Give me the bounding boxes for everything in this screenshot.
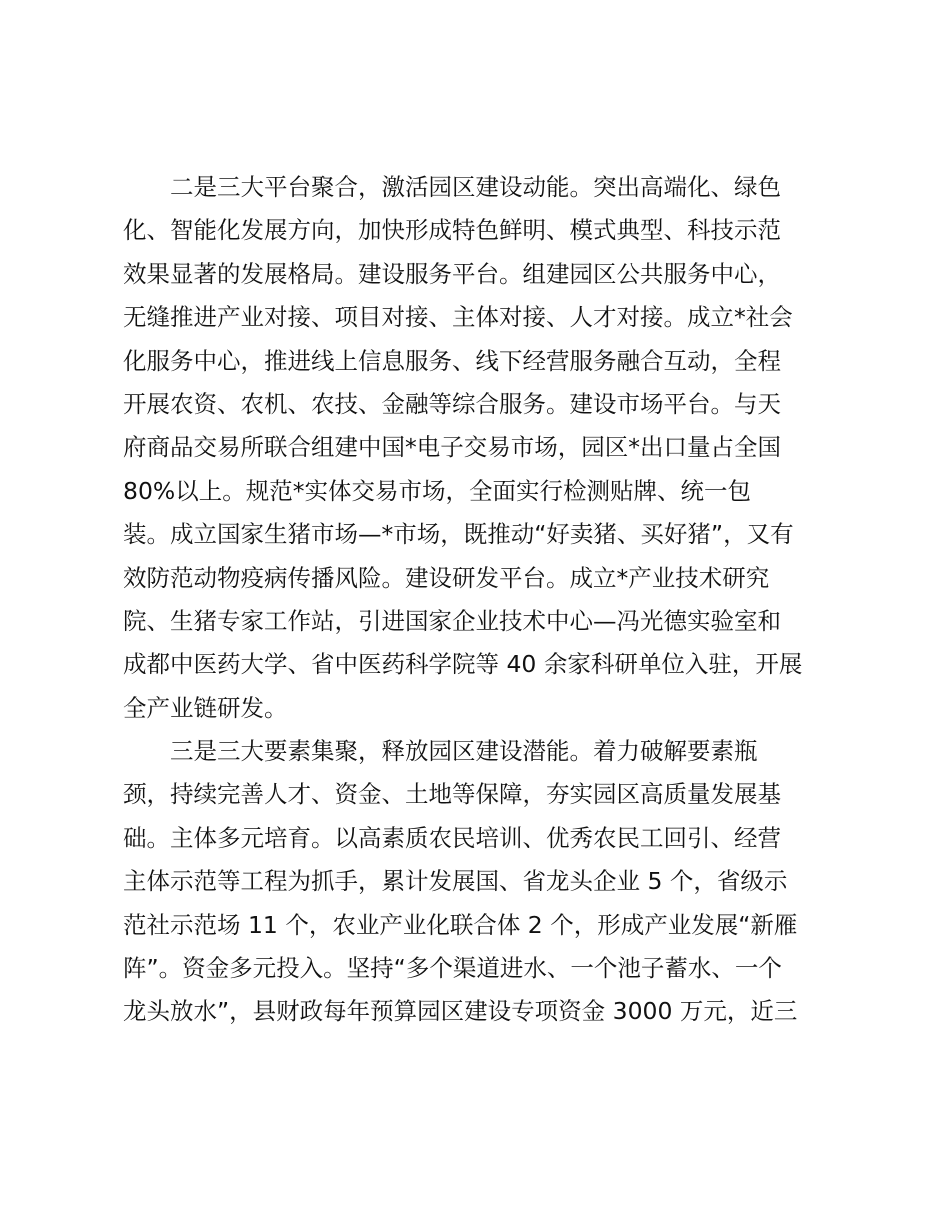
paragraph-2-line-7: 龙头放水”，县财政每年预算园区建设专项资金 3000 万元，近三 [123,997,798,1026]
paragraph-1-line-1: 二是三大平台聚合，激活园区建设动能。突出高端化、绿色 [170,173,781,201]
paragraph-2-line-2: 颈，持续完善人才、资金、土地等保障，夯实园区高质量发展基 [123,780,781,809]
paragraph-1-line-9: 装。成立国家生猪市场—*市场，既推动“好卖猪、买好猪”，又有 [123,520,794,549]
paragraph-1-line-8: 80%以上。规范*实体交易市场，全面实行检测贴牌、统一包 [123,476,751,505]
paragraph-1-line-2: 化、智能化发展方向，加快形成特色鲜明、模式典型、科技示范 [123,216,781,245]
paragraph-1-line-10: 效防范动物疫病传播风险。建设研发平台。成立*产业技术研究 [123,563,770,592]
paragraph-2-line-5: 范社示范场 11 个，农业产业化联合体 2 个，形成产业发展“新雁 [123,910,798,939]
paragraph-1-line-4: 无缝推进产业对接、项目对接、主体对接、人才对接。成立*社会 [123,303,793,332]
paragraph-2-line-1: 三是三大要素集聚，释放园区建设潜能。着力破解要素瓶 [170,737,758,766]
document-body [123,166,843,1034]
paragraph-1-line-6: 开展农资、农机、农技、金融等综合服务。建设市场平台。与天 [123,389,781,418]
paragraph-1-line-11: 院、生猪专家工作站，引进国家企业技术中心—冯光德实验室和 [123,606,781,635]
paragraph-1-line-7: 府商品交易所联合组建中国*电子交易市场，园区*出口量占全国 [123,433,781,462]
paragraph-1-line-3: 效果显著的发展格局。建设服务平台。组建园区公共服务中心， [123,259,781,288]
paragraph-1-line-13: 全产业链研发。 [123,693,288,722]
paragraph-2-line-3: 础。主体多元培育。以高素质农民培训、优秀农民工回引、经营 [123,823,781,852]
paragraph-1-line-5: 化服务中心，推进线上信息服务、线下经营服务融合互动，全程 [123,346,781,375]
paragraph-1-line-12: 成都中医药大学、省中医药科学院等 40 余家科研单位入驻，开展 [123,650,803,679]
paragraph-2-line-6: 阵”。资金多元投入。坚持“多个渠道进水、一个池子蓄水、一个 [123,954,782,983]
paragraph-2-line-4: 主体示范等工程为抓手，累计发展国、省龙头企业 5 个，省级示 [123,867,788,896]
